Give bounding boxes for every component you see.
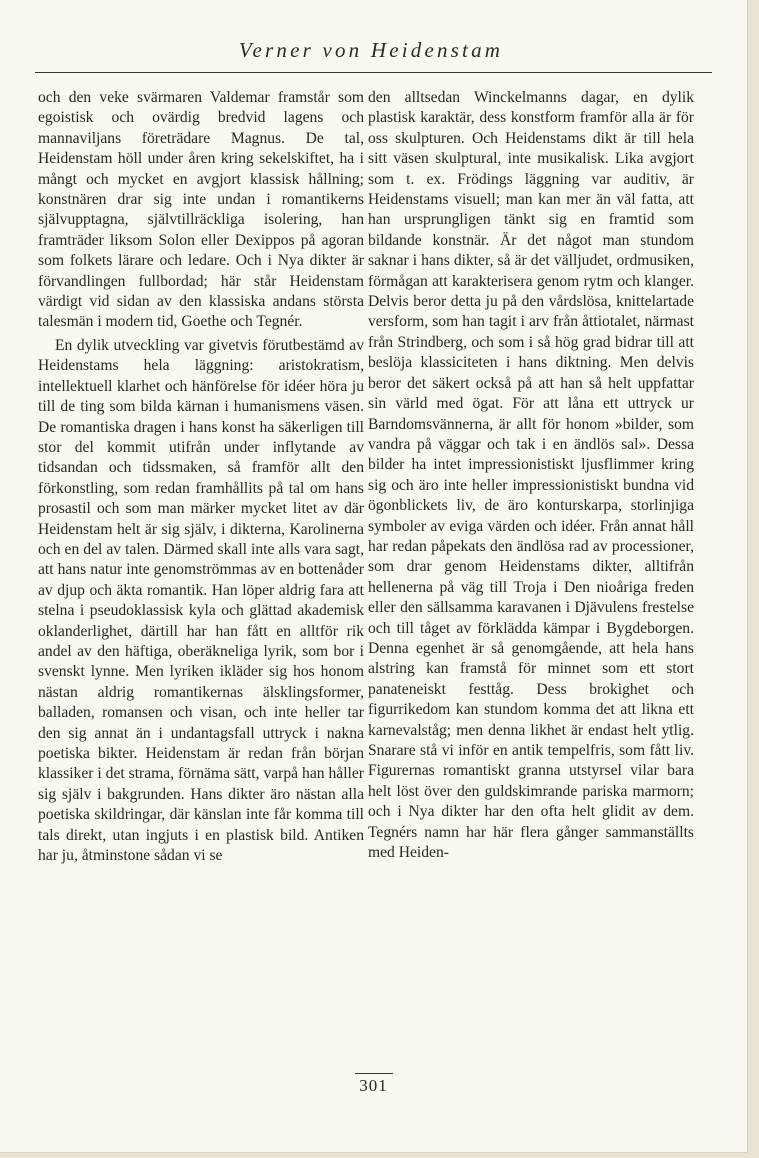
- footer-rule: [355, 1073, 393, 1074]
- paragraph: den alltsedan Winckelmanns dagar, en dylik plastisk karaktär, dess konstform framför alla är för oss skulpturen. Och Heidenstams dikt är till hela sitt väsen skulptural, inte musikalisk. Lika avgjort som t. ex. Frödings läggning var auditiv, är Heidenstams visuell; man kan mer än väl fatta, att han ursprungligen tänkt sig en framtid som bildande konstnär. Är det något man stundom saknar i hans dikter, så är det välljudet, ordmusiken, förmågan att karakterisera genom rytm och klanger. Delvis beror detta ju på den vårdslösa, knittelartade versform, som han tagit i arv från åttiotalet, närmast från Strindberg, och som i så hög grad bidrar till att beslöja klassiciteten i hans diktning. Men delvis beror det säkert också på att han så helt uppfattar sin värld med ögat. För att låna ett uttryck ur Barndomsvännerna, är allt för honom »bilder, som vandra på väggar och tak i en ändlös sal». Dessa bilder ha intet impressionistiskt ljusflimmer kring sig och äro inte heller impressionistiskt bundna vid ögonblickets liv, de äro konturskarpa, storlinjiga symboler av eviga värden och idéer. Från annat håll har redan påpekats den ändlösa rad av processioner, som drar genom Heidenstams dikter, alltifrån hellenerna på väg till Troja i Den nioåriga freden eller den sällsamma karavanen i Djävulens frestelse och till tåget av förklädda kämpar i Bygdeborgen. Denna egenhet är så genomgående, att hela hans alstring kan framstå för minnet som ett stort panateneiskt festtåg. Dess brokighet och figurrikedom kan stundom komma det att likna ett karnevalståg; men denna likhet är endast helt ytlig. Snarare stå vi inför en antik tempelfris, som fått liv. Figurernas romantiskt granna utstyrsel vilar bara helt löst över den guldskimrande pariska marmorn; och i Nya dikter har den ofta helt glidit av dem. Tegnérs namn har här flera gånger sammanställts med Heiden-: [368, 89, 694, 862]
- paragraph: och den veke svärmaren Valdemar framstår som egoistisk och ovärdig bredvid lagens och mannaviljans företrädare Magnus. De tal, Heidenstam höll under åren kring sekelskiftet, ha i mångt och mycket en avgjort klassisk hållning; konstnären drar sig inte undan i romantikerns självupptagna, självtillräckliga isolering, han framträder liksom Solon eller Dexippos på agoran som folkets lärare och ledare. Och i Nya dikter är förvandlingen fullbordad; här står Heidenstam värdigt vid sidan av den klassiska andans största talesmän i modern tid, Goethe och Tegnér.: [38, 89, 364, 331]
- left-column: [38, 88, 364, 866]
- paragraph: En dylik utveckling var givetvis förutbestämd av Heidenstams hela läggning: aristokratism, intellektuell klarhet och hänförelse för idéer höra ju till de ting som bilda kärnan i humanismens väsen. De romantiska dragen i hans konst ha säkerligen till stor del kommit utifrån under inflytande av tidsandan och tidssmaken, så framför allt den förkonstling, som redan framhållits på tal om hans prosastil och som man märker mycket litet av där Heidenstam helt är sig själv, i dikterna, Karolinerna och en del av talen. Därmed skall inte alls vara sagt, att hans natur inte genomströmmas av en bottenåder av djup och äkta romantik. Han löper aldrig fara att stelna i pseudoklassisk kyla och glättad akademisk oklanderlighet, därtill har han fått en alltför rik andel av den häftiga, oberäkneliga lyrik, som bor i svenskt lynne. Men lyriken ikläder sig hos honom nästan aldrig romantikernas älsklingsformer, balladen, romansen och visan, och inte heller tar den sig annat än i undantagsfall uttryck i nakna poetiska bikter. Heidenstam är redan från början klassiker i det strama, förnäma sätt, varpå han håller sig själv i bakgrunden. Hans dikter äro nästan alla poetiska skildringar, där känslan inte får komma till tals direkt, utan ingjuts i en plastisk bild. Antiken har ju, åtminstone sådan vi se: [38, 336, 364, 865]
- running-title: Verner von Heidenstam: [238, 38, 504, 62]
- page-number: 301: [359, 1076, 388, 1095]
- page-footer: [0, 1073, 747, 1096]
- header-rule: [35, 72, 712, 73]
- right-column: [368, 88, 694, 863]
